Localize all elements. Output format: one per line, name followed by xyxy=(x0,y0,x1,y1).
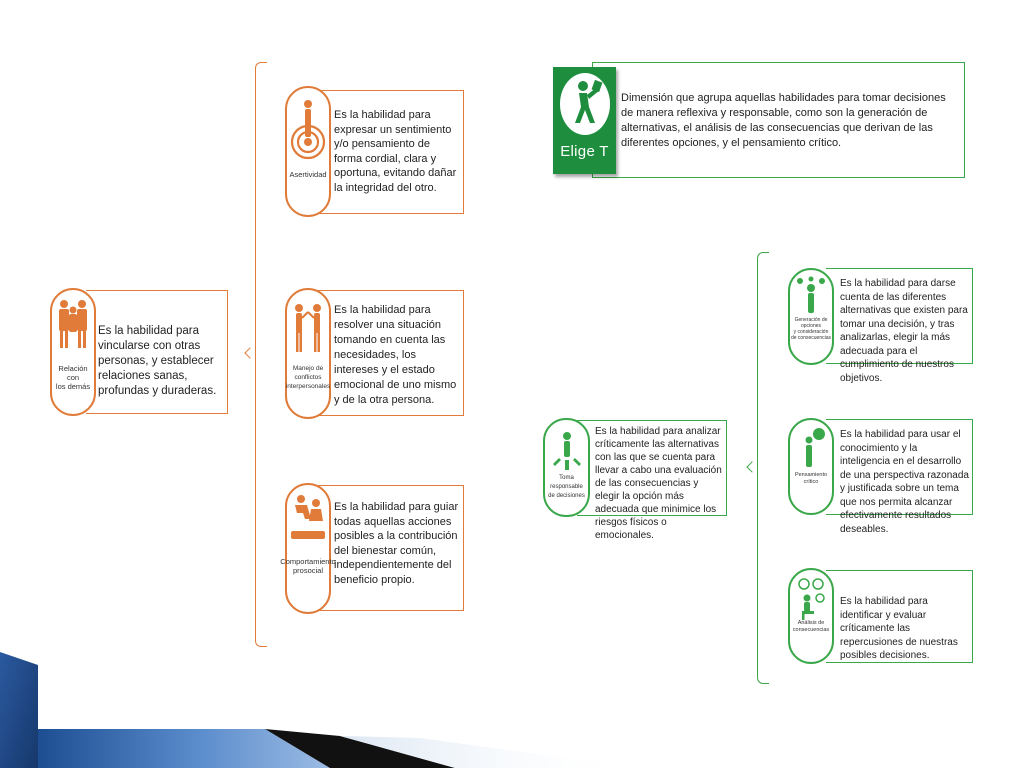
left-bracket-notch xyxy=(244,347,255,358)
elige-t-logo xyxy=(553,67,616,174)
left-item-text-3: Es la habilidad para guiar todas aquellas acciones posibles a la contribución del bienestar común, independientemente del beneficio propio. xyxy=(334,501,459,586)
right-item-label-3a: Análisis de xyxy=(797,620,825,626)
left-item-label-3a: Comportamiento xyxy=(280,557,336,566)
seated-thinker-icon xyxy=(794,576,828,620)
right-item-label-3b: consecuencias xyxy=(792,626,830,633)
right-item-label-1c: de consecuencias xyxy=(790,335,832,341)
right-item-circle-1 xyxy=(788,268,834,365)
right-item-text-1: Es la habilidad para darse cuenta de las diferentes alternativas que existen para tomar una decisión, y tras analizarlas, elegir la más adecuada para el cumplimiento de nuestros objetivos. xyxy=(840,278,968,384)
right-item-text-3: Es la habilidad para identificar y evaluar críticamente las repercusiones de nuestras posibles decisiones. xyxy=(840,596,958,661)
left-root-label-1: Relación con xyxy=(58,364,88,382)
people-conflict-icon xyxy=(289,300,327,358)
left-item-card-1 xyxy=(318,90,464,214)
right-bracket xyxy=(757,252,769,684)
right-bracket-notch xyxy=(746,461,757,472)
right-item-label-2b: crítico xyxy=(803,479,819,485)
right-item-label-1b: y consideración xyxy=(793,329,829,335)
left-root-label-2: los demás xyxy=(55,382,91,391)
right-item-card-1 xyxy=(826,268,973,384)
right-root-text: Es la habilidad para analizar críticamente las alternativas con las que se cuenta para llevar a cabo una evaluación de las consecuencias y elegir la opción más adecuada que minimice los riesgos físicos o emocionales. xyxy=(595,426,722,541)
helping-hands-icon xyxy=(289,491,327,547)
right-item-circle-3 xyxy=(788,568,834,664)
person-choosing-icon xyxy=(565,77,605,131)
left-bracket xyxy=(255,62,267,647)
right-root-label-2: de decisiones xyxy=(548,493,585,499)
right-root-label-1: Toma responsable xyxy=(550,475,583,490)
right-item-label-2a: Pensamiento xyxy=(794,472,828,478)
right-header-text: Dimensión que agrupa aquellas habilidades para tomar decisiones de manera reflexiva y responsable, como son la generación de alternativas, el análisis de las consecuencias que derivan de las diferentes opciones, y el pensamiento crítico. xyxy=(621,92,946,149)
right-item-card-3 xyxy=(826,570,973,663)
left-item-circle-1 xyxy=(285,86,331,217)
elige-t-text: Elige T xyxy=(560,143,609,160)
left-item-label-2b: interpersonales xyxy=(285,383,331,390)
left-item-text-2: Es la habilidad para resolver una situación tomando en cuenta las necesidades, los intereses y el estado emocional de uno mismo y de la otra persona. xyxy=(334,304,457,406)
left-root-text: Es la habilidad para vincularse con otras personas, y establecer relaciones sanas, profundas y duraderas. xyxy=(98,325,217,397)
left-root-circle xyxy=(50,288,96,416)
left-item-circle-3 xyxy=(280,483,336,614)
right-item-label-1a: Generación de opciones xyxy=(794,317,828,329)
left-item-text-1: Es la habilidad para expresar un sentimiento y/o pensamiento de forma cordial, clara y oportuna, evitando dañar la integridad del otro. xyxy=(334,109,457,194)
right-root-circle xyxy=(543,418,590,517)
left-item-card-3 xyxy=(318,485,464,611)
right-item-circle-2 xyxy=(788,418,834,515)
left-item-card-2 xyxy=(318,290,464,416)
right-item-card-2 xyxy=(826,419,973,535)
right-item-text-2: Es la habilidad para usar el conocimiento y la inteligencia en el desarrollo de una perspectiva razonada y justificada sobre un tema que nos permita alcanzar efectivamente resultados deseables. xyxy=(840,429,969,535)
left-item-label-1: Asertividad xyxy=(289,170,327,179)
person-options-icon xyxy=(795,276,827,316)
thinking-person-icon xyxy=(795,426,827,470)
people-group-icon xyxy=(55,296,91,356)
target-person-icon xyxy=(289,96,327,160)
right-header-card xyxy=(592,62,965,178)
left-root-card xyxy=(86,290,228,414)
left-item-label-2a: Manejo de conflictos xyxy=(292,365,324,381)
right-root-card xyxy=(577,420,727,541)
left-item-circle-2 xyxy=(285,288,331,419)
left-item-label-3b: prosocial xyxy=(293,566,324,575)
person-arrows-icon xyxy=(549,428,585,472)
